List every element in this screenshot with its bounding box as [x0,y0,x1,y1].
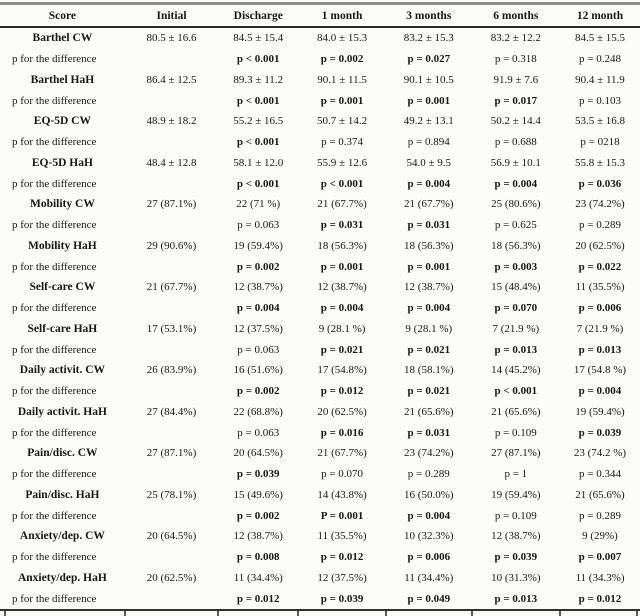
cell-1-month: 17 (54.8%) [317,364,367,377]
cell-12-month: p = 0.036 [578,177,622,190]
cell-3-months: 21 (65.6%) [404,405,454,418]
table-row [0,443,640,464]
col-header-1-month: 1 month [298,4,386,28]
table-row [0,173,640,194]
cell-3-months: p = 0.027 [407,53,451,66]
row-label: Anxiety/dep. CW [19,530,105,543]
cell-12-month: p = 0.022 [578,260,622,273]
cell-initial [125,132,218,153]
table-row [0,547,640,568]
cell-1-month: P = 0.001 [320,509,364,522]
cell-1-month: p = 0.374 [321,136,364,149]
cell-discharge: p < 0.001 [236,136,280,149]
cell-12-month: p = 0.006 [578,302,622,315]
row-label: p for the difference [12,260,97,273]
cell-3-months: 10 (32.3%) [404,530,454,543]
cell-12-month: p = 0.013 [578,343,622,356]
cell-initial: 21 (67.7%) [146,281,197,294]
cell-initial: 48.4 ± 12.8 [146,156,197,169]
table-row [0,319,640,340]
table-row [0,339,640,360]
cell-3-months: 18 (56.3%) [404,239,454,252]
cell-6-months: p = 0.039 [494,551,538,564]
cell-3-months: p = 0.049 [407,592,451,605]
cell-discharge: p = 0.063 [237,219,280,232]
column-boundary-tick [124,611,126,616]
table-row [0,568,640,589]
cell-12-month: 23 (74.2 %) [573,447,627,460]
cell-1-month: 11 (35.5%) [317,530,367,543]
cell-discharge: 15 (49.6%) [233,488,283,501]
cell-3-months: 49.2 ± 13.1 [403,115,454,128]
row-label: Pain/disc. CW [27,447,98,460]
cell-discharge: 89.3 ± 11.2 [233,73,284,86]
cell-1-month: 90.1 ± 11.5 [317,73,367,86]
cell-12-month: 55.8 ± 15.3 [574,156,625,169]
cell-6-months: p = 0.017 [494,94,538,107]
col-header-initial: Initial [125,4,218,28]
cell-discharge: 22 (71 %) [236,198,281,211]
column-boundary-tick [297,611,299,616]
cell-initial [125,173,218,194]
row-label: Daily activit. CW [19,364,106,377]
row-label: Pain/disc. HaH [25,488,100,501]
row-label: p for the difference [12,468,97,481]
row-label: EQ-5D HaH [31,156,93,169]
cell-6-months: 27 (87.1%) [491,447,541,460]
row-label: p for the difference [12,94,97,107]
row-label: p for the difference [12,551,97,564]
cell-discharge: 55.2 ± 16.5 [233,115,284,128]
cell-1-month: p = 0.001 [320,94,364,107]
cell-12-month: 9 (29%) [582,530,618,543]
cell-initial [125,588,218,610]
cell-3-months: 90.1 ± 10.5 [403,73,454,86]
cell-6-months: 25 (80.6%) [491,198,541,211]
cell-3-months: 21 (67.7%) [404,198,454,211]
cell-initial: 26 (83.9%) [146,364,197,377]
row-label: p for the difference [12,385,97,398]
table-row [0,402,640,423]
cell-initial [125,49,218,70]
row-label: p for the difference [12,509,97,522]
cell-1-month: p = 0.012 [320,551,364,564]
col-header-score: Score [0,4,125,28]
cell-12-month: 11 (35.5%) [575,281,625,294]
col-header-3-months: 3 months [386,4,472,28]
cell-3-months: 18 (58.1%) [404,364,454,377]
cell-3-months: 54.0 ± 9.5 [406,156,452,169]
cell-3-months: p = 0.031 [407,426,451,439]
cell-6-months: 91.9 ± 7.6 [493,73,539,86]
table-row [0,485,640,506]
cell-3-months: 11 (34.4%) [404,571,454,584]
table-row [0,236,640,257]
cell-discharge: p = 0.012 [236,592,280,605]
table-row [0,505,640,526]
table-row [0,194,640,215]
cell-discharge: p = 0.063 [237,343,280,356]
table-row [0,215,640,236]
cell-6-months: 19 (59.4%) [491,488,541,501]
header-row [0,4,640,28]
cell-3-months: p = 0.001 [407,94,451,107]
table-row [0,27,640,49]
table-row [0,381,640,402]
cell-6-months: p = 0.688 [494,136,537,149]
cell-discharge: p = 0.039 [236,468,280,481]
cell-initial [125,422,218,443]
cell-12-month: 7 (21.9 %) [576,322,624,335]
cell-discharge: 12 (38.7%) [233,281,283,294]
cell-discharge: 58.1 ± 12.0 [233,156,284,169]
table-row [0,153,640,174]
cell-initial [125,90,218,111]
cell-discharge: 22 (68.8%) [233,405,283,418]
cell-discharge: p = 0.002 [236,260,280,273]
cell-initial [125,381,218,402]
cell-3-months: p = 0.004 [407,177,451,190]
cell-1-month: 21 (67.7%) [317,447,367,460]
cell-initial [125,505,218,526]
cell-3-months: p = 0.004 [407,509,451,522]
table-row [0,360,640,381]
cell-1-month: p = 0.016 [320,426,364,439]
cell-3-months: p = 0.021 [407,343,451,356]
cell-discharge: 12 (37.5%) [233,322,283,335]
cell-1-month: 9 (28.1 %) [318,322,366,335]
cell-1-month: 18 (56.3%) [317,239,367,252]
cell-initial: 48.9 ± 18.2 [146,115,197,128]
cell-6-months: p = 0.004 [494,177,538,190]
cell-3-months: p = 0.004 [407,302,451,315]
cell-discharge: 84.5 ± 15.4 [233,32,284,45]
table-row [0,464,640,485]
row-label: Mobility CW [29,198,95,211]
row-label: Self-care HaH [27,322,98,335]
cell-initial: 17 (53.1%) [146,322,197,335]
col-header-6-months: 6 months [472,4,560,28]
row-label: p for the difference [12,177,97,190]
cell-12-month: 19 (59.4%) [575,405,625,418]
cell-initial: 27 (84.4%) [146,405,197,418]
cell-1-month: 20 (62.5%) [317,405,367,418]
cell-3-months: 16 (50.0%) [404,488,454,501]
cell-6-months: 50.2 ± 14.4 [490,115,541,128]
cell-discharge: 19 (59.4%) [233,239,283,252]
cell-6-months: p = 0.013 [494,343,538,356]
cell-3-months: p = 0.289 [407,468,450,481]
cell-6-months: 83.2 ± 12.2 [490,32,541,45]
cell-1-month: 50.7 ± 14.2 [317,115,368,128]
cell-6-months: 18 (56.3%) [491,239,541,252]
cell-6-months: p = 0.109 [494,509,537,522]
cell-discharge: 20 (64.5%) [233,447,283,460]
cell-discharge: p = 0.002 [236,509,280,522]
cell-6-months: p = 0.013 [494,592,538,605]
cell-initial [125,215,218,236]
cell-initial: 29 (90.6%) [146,239,197,252]
cell-6-months: 7 (21.9 %) [492,322,540,335]
cell-1-month: 12 (38.7%) [317,281,367,294]
cell-1-month: p = 0.070 [321,468,364,481]
table-row [0,588,640,610]
cell-1-month: p = 0.004 [320,302,364,315]
column-boundary-tick [385,611,387,616]
table-row [0,70,640,91]
cell-discharge: p < 0.001 [236,177,280,190]
cell-1-month: p = 0.021 [320,343,364,356]
cell-1-month: 55.9 ± 12.6 [317,156,368,169]
cell-1-month: 21 (67.7%) [317,198,367,211]
cell-6-months: p < 0.001 [494,385,538,398]
row-label: Anxiety/dep. HaH [17,571,107,584]
cell-initial: 80.5 ± 16.6 [146,32,197,45]
column-boundary-tick [217,611,219,616]
cell-12-month: p = 0.012 [578,592,622,605]
cell-6-months: 15 (48.4%) [491,281,541,294]
cell-initial: 27 (87.1%) [146,447,197,460]
cell-initial: 25 (78.1%) [146,488,197,501]
row-label: p for the difference [12,426,97,439]
cell-12-month: 21 (65.6%) [575,488,625,501]
cell-discharge: 11 (34.4%) [233,571,283,584]
cell-3-months: 9 (28.1 %) [405,322,453,335]
cell-initial [125,298,218,319]
cell-6-months: p = 0.003 [494,260,538,273]
cell-6-months: p = 0.318 [494,53,537,66]
cell-3-months: 12 (38.7%) [404,281,454,294]
cell-discharge: p = 0.063 [237,426,280,439]
cell-12-month: 53.5 ± 16.8 [574,115,625,128]
cell-12-month: 90.4 ± 11.9 [575,73,625,86]
row-label: Barthel HaH [30,73,95,86]
column-boundary-tick [471,611,473,616]
cell-12-month: p = 0.248 [579,53,621,66]
cell-1-month: 84.0 ± 15.3 [317,32,368,45]
cell-3-months: 23 (74.2%) [404,447,454,460]
cell-initial [125,339,218,360]
cell-initial: 20 (64.5%) [146,530,197,543]
cell-1-month: p = 0.039 [320,592,364,605]
cell-12-month: p = 0218 [580,136,620,149]
row-label: p for the difference [12,302,97,315]
table-row [0,277,640,298]
cell-3-months: 83.2 ± 15.3 [403,32,454,45]
cell-initial: 27 (87.1%) [146,198,197,211]
cell-1-month: p = 0.001 [320,260,364,273]
table-row [0,256,640,277]
column-boundary-tick [4,611,6,616]
row-label: Self-care CW [29,281,96,294]
cell-1-month: p < 0.001 [320,177,364,190]
column-boundary-tick [559,611,561,616]
cell-12-month: p = 0.004 [578,385,622,398]
cell-12-month: p = 0.289 [579,219,621,232]
cell-1-month: p = 0.012 [320,385,364,398]
cell-3-months: p = 0.031 [407,219,451,232]
cell-initial: 86.4 ± 12.5 [146,73,197,86]
cell-discharge: 16 (51.6%) [233,364,283,377]
cell-discharge: 12 (38.7%) [233,530,283,543]
cell-12-month: 84.5 ± 15.5 [574,32,625,45]
row-label: Mobility HaH [28,239,97,252]
cell-3-months: p = 0.021 [407,385,451,398]
cell-6-months: p = 1 [504,468,528,481]
cell-discharge: p = 0.004 [236,302,280,315]
cell-6-months: 10 (31.3%) [491,571,541,584]
table-row [0,422,640,443]
table-body [0,27,640,610]
table-row [0,526,640,547]
cell-initial [125,547,218,568]
cell-1-month: 14 (43.8%) [317,488,367,501]
cell-initial [125,464,218,485]
cell-discharge: p < 0.001 [236,53,280,66]
row-label: Barthel CW [32,32,93,45]
cell-discharge: p = 0.002 [236,385,280,398]
outcomes-table [0,2,640,611]
cell-6-months: 56.9 ± 10.1 [490,156,541,169]
row-label: p for the difference [12,136,97,149]
cell-initial: 20 (62.5%) [146,571,197,584]
table-row [0,49,640,70]
table-row [0,298,640,319]
cell-3-months: p = 0.894 [407,136,450,149]
row-label: Daily activit. HaH [17,405,107,418]
cell-12-month: 20 (62.5%) [575,239,625,252]
cell-1-month: p = 0.002 [320,53,364,66]
row-label: p for the difference [12,219,97,232]
table-row [0,132,640,153]
cell-initial [125,256,218,277]
cell-12-month: 17 (54.8 %) [573,364,627,377]
table-row [0,90,640,111]
row-label: p for the difference [12,343,97,356]
row-label: EQ-5D CW [33,115,91,128]
cell-6-months: 14 (45.2%) [491,364,541,377]
cell-12-month: p = 0.007 [578,551,622,564]
cell-3-months: p = 0.001 [407,260,451,273]
row-label: p for the difference [12,53,97,66]
cell-1-month: 12 (37.5%) [317,571,367,584]
cell-12-month: 11 (34.3%) [575,571,625,584]
cell-3-months: p = 0.006 [407,551,451,564]
cell-6-months: p = 0.109 [494,426,537,439]
cell-discharge: p < 0.001 [236,94,280,107]
cell-1-month: p = 0.031 [320,219,364,232]
cell-6-months: p = 0.070 [494,302,538,315]
cell-6-months: 12 (38.7%) [491,530,541,543]
row-label: p for the difference [12,592,97,605]
table-row [0,111,640,132]
col-header-discharge: Discharge [218,4,298,28]
column-boundary-tick [636,611,638,616]
cell-6-months: 21 (65.6%) [491,405,541,418]
cell-12-month: p = 0.039 [578,426,622,439]
cell-6-months: p = 0.625 [494,219,537,232]
table-header [0,4,640,28]
cell-12-month: p = 0.344 [579,468,621,481]
cell-12-month: 23 (74.2%) [575,198,625,211]
cell-12-month: p = 0.289 [579,509,621,522]
col-header-12-month: 12 month [560,4,640,28]
cell-discharge: p = 0.008 [236,551,280,564]
cell-12-month: p = 0.103 [579,94,621,107]
